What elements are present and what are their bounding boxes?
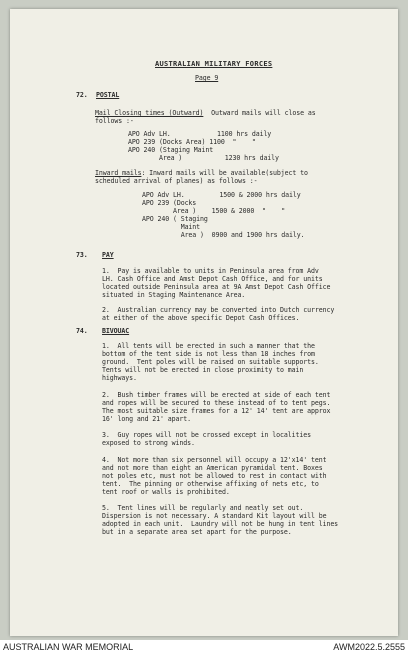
postal-outward-text: Outward mails will close as [203, 109, 316, 117]
postal-line-4: APO 239 (Docks Area) 1100 " " [128, 138, 256, 146]
bivouac-line-11: exposed to strong winds. [102, 439, 195, 447]
section-73-heading: PAY [102, 251, 114, 259]
postal-line-1 [95, 109, 316, 117]
bivouac-line-17: 5. Tent lines will be regularly and neatly set out. [102, 504, 304, 512]
bivouac-line-8: The most suitable size frames for a 12' 14' tent are approx [102, 407, 331, 415]
bivouac-line-19: adopted in each unit. Laundry will not be hung in tent lines [102, 520, 339, 528]
section-73-number: 73. [76, 251, 88, 259]
bivouac-line-2: bottom of the tent side is not less than 18 inches from [102, 350, 315, 358]
footer-accession-number: AWM2022.5.2555 [333, 642, 405, 652]
bivouac-line-1: 1. All tents will be erected in such a manner that the [102, 342, 315, 350]
page-number: Page 9 [195, 74, 219, 82]
archive-footer [0, 640, 408, 653]
bivouac-line-4: Tents will not be erected in close proximity to main [102, 366, 304, 374]
postal-inward-label: Inward mails [95, 169, 142, 177]
bivouac-line-15: tent. The pinning or otherwise affixing of nets etc, to [102, 480, 319, 488]
bivouac-line-18: Dispersion is not necessary. A standard Kit layout will be [102, 512, 327, 520]
document-page [10, 9, 398, 636]
postal-line-6: Area ) 1230 hrs daily [128, 154, 279, 162]
bivouac-line-20: but in a separate area set apart for the purpose. [102, 528, 292, 536]
postal-line-14: Area ) 0900 and 1900 hrs daily. [142, 231, 305, 239]
bivouac-line-13: and not more than eight an American pyramidal tent. Boxes [102, 464, 323, 472]
bivouac-line-16: tent roof or walls is prohibited. [102, 488, 230, 496]
bivouac-line-12: 4. Not more than six personnel will occupy a 12'x14' tent [102, 456, 327, 464]
section-72-number: 72. [76, 91, 88, 99]
postal-line-7 [95, 169, 308, 177]
pay-line-5: 2. Australian currency may be converted into Dutch currency [102, 306, 335, 314]
bivouac-line-5: highways. [102, 374, 137, 382]
postal-line-10: APO 239 (Docks [142, 199, 197, 207]
postal-outward-label: Mail Closing times (Outward) [95, 109, 204, 117]
section-74-heading: BIVOUAC [102, 327, 130, 335]
footer-institution: AUSTRALIAN WAR MEMORIAL [3, 642, 134, 652]
bivouac-line-14: not poles etc, must not be allowed to rest in contact with [102, 472, 327, 480]
postal-line-8: scheduled arrival of planes) as follows :- [95, 177, 258, 185]
postal-inward-text: : Inward mails will be available(subject to [141, 169, 308, 177]
bivouac-line-10: 3. Guy ropes will not be crossed except in localities [102, 431, 311, 439]
postal-line-3: APO Adv LH. 1100 hrs daily [128, 130, 272, 138]
section-74-number: 74. [76, 327, 88, 335]
pay-line-2: LH. Cash Office and Amst Depot Cash Office, and for units [102, 275, 323, 283]
bivouac-line-6: 2. Bush timber frames will be erected at side of each tent [102, 391, 331, 399]
pay-line-4: situated in Staging Maintenance Area. [102, 291, 246, 299]
pay-line-1: 1. Pay is available to units in Peninsula area from Adv [102, 267, 319, 275]
postal-line-13: Maint [142, 223, 201, 231]
pay-line-6: at either of the above specific Depot Cash Offices. [102, 314, 300, 322]
postal-line-5: APO 240 (Staging Maint [128, 146, 214, 154]
bivouac-line-3: ground. Tent poles will be raised on suitable supports. [102, 358, 319, 366]
section-72-heading: POSTAL [96, 91, 120, 99]
bivouac-line-7: and ropes will be secured to these instead of to tent pegs. [102, 399, 331, 407]
pay-line-3: located outside Peninsula area at 9A Amst Depot Cash Office [102, 283, 331, 291]
postal-line-11: Area ) 1500 & 2000 " " [142, 207, 286, 215]
document-title: AUSTRALIAN MILITARY FORCES [155, 60, 273, 68]
postal-line-9: APO Adv LH. 1500 & 2000 hrs daily [142, 191, 301, 199]
postal-line-12: APO 240 ( Staging [142, 215, 208, 223]
bivouac-line-9: 16' long and 21' apart. [102, 415, 192, 423]
postal-line-2: follows :- [95, 117, 134, 125]
